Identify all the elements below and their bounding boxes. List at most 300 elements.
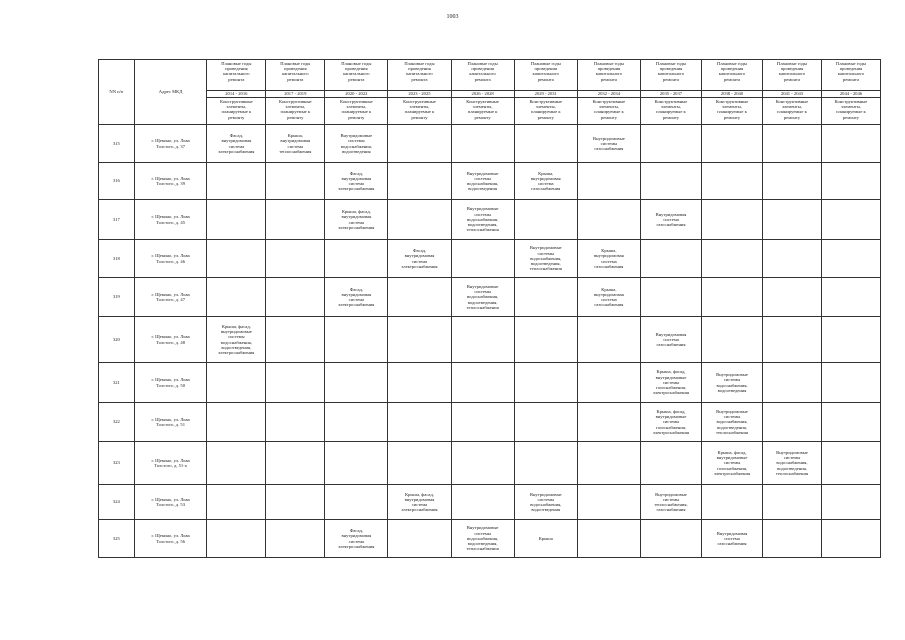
header-period-title-line: ремонта (411, 76, 428, 82)
work-cell-line: Крыша, фасад, (404, 491, 434, 497)
header-elements-line: планируемые к (777, 109, 807, 115)
work-cell-line: Внутридомовые (593, 135, 625, 141)
header-elements-line: ремонту (537, 114, 554, 120)
work-cell-line: электроснабжения (218, 148, 255, 154)
work-cell (207, 240, 266, 278)
work-cell (763, 163, 822, 200)
work-cell (577, 442, 640, 485)
header-elements-line: элементы, (285, 104, 306, 110)
work-cell-line: Внутридомовые (716, 408, 748, 414)
row-address-line: г. Щекино, ул. Льва (151, 291, 190, 297)
work-cell (207, 317, 266, 363)
work-cell-line: водоотведения, (777, 465, 807, 471)
header-elements (821, 98, 880, 125)
work-cell (451, 240, 514, 278)
work-cell (514, 403, 577, 442)
work-cell (388, 240, 451, 278)
work-cell-line: система (724, 535, 740, 541)
work-cell-line: Внутридомовые (466, 206, 499, 212)
header-period-title (325, 60, 388, 91)
work-cell-line: система (601, 297, 617, 302)
header-elements-line: ремонту (723, 114, 741, 120)
row-number: 323 (99, 442, 135, 485)
work-cell-line: система (348, 181, 365, 186)
work-cell (702, 200, 763, 240)
work-cell-line: Крыша, (287, 133, 303, 139)
work-cell-line: Внутридомовые (466, 525, 499, 531)
work-cell (702, 520, 763, 558)
header-years: 2038 - 2040 (702, 91, 763, 98)
work-cell (577, 363, 640, 403)
work-cell-line: системы (600, 140, 618, 146)
header-elements-line: элементы, (226, 104, 247, 110)
work-cell (640, 442, 701, 485)
header-period-title-line: проведения (720, 66, 744, 72)
work-cell-line: теплоснабжения (466, 227, 499, 233)
header-elements-line: планируемые к (221, 109, 252, 115)
header-period-title-line: ремонта (723, 76, 741, 82)
header-elements (325, 98, 388, 125)
header-period-title-line: капитального (223, 71, 250, 77)
work-cell (702, 125, 763, 163)
work-cell (514, 442, 577, 485)
work-cell (763, 240, 822, 278)
header-elements-line: ремонту (348, 114, 365, 120)
work-cell (325, 163, 388, 200)
header-period-title-line: ремонта (600, 76, 617, 82)
header-period-title-line: проведения (345, 66, 368, 72)
row-address (134, 485, 207, 520)
header-elements-line: элементы, (722, 104, 742, 110)
work-cell (388, 163, 451, 200)
work-cell-line: система (228, 143, 245, 149)
work-cell-line: теплоснабжения, (654, 502, 688, 507)
header-elements-line: ремонту (842, 114, 860, 120)
header-period-title-line: ремонта (474, 76, 491, 82)
work-cell-line: Крыша, фасад, (341, 209, 371, 215)
work-cell-line: внутридомовая (341, 291, 372, 297)
work-cell (763, 403, 822, 442)
work-cell-line: водоснабжения, (220, 339, 252, 345)
work-cell-line: внутридомовая (341, 175, 372, 181)
header-elements (577, 98, 640, 125)
row-number: 321 (99, 363, 135, 403)
work-cell (388, 278, 451, 317)
work-cell-line: электроснабжения (713, 470, 751, 476)
work-cell (207, 485, 266, 520)
header-elements-line: планируемые к (594, 109, 624, 115)
work-cell (640, 363, 701, 403)
work-cell (266, 200, 325, 240)
work-cell (388, 363, 451, 403)
work-cell (451, 317, 514, 363)
work-cell (207, 200, 266, 240)
row-number: 320 (99, 317, 135, 363)
row-address (134, 520, 207, 558)
header-elements (266, 98, 325, 125)
header-years: 2032 - 2034 (577, 91, 640, 98)
work-cell-line: Внутридомовые (340, 133, 373, 139)
work-cell-line: газоснабжения, (655, 385, 687, 391)
work-cell (821, 125, 880, 163)
work-cell (577, 200, 640, 240)
header-elements-line: планируемые к (717, 109, 747, 115)
work-cell-line: внутридомовые (655, 414, 687, 420)
header-period-title-line: Плановые годы (341, 61, 372, 66)
row-address-line: Толстого, д. 51 (156, 422, 186, 427)
row-number: 316 (99, 163, 135, 200)
row-address (134, 442, 207, 485)
row-address (134, 278, 207, 317)
work-cell (325, 317, 388, 363)
row-address (134, 125, 207, 163)
work-cell-line: внутридомовая (530, 175, 561, 181)
work-cell-line: Внутридомовые (529, 245, 562, 251)
header-period-title-line: Плановые годы (280, 61, 311, 66)
header-period-title-line: Плановые годы (221, 61, 252, 66)
table-row (99, 200, 881, 240)
table-row (99, 240, 881, 278)
work-cell (763, 520, 822, 558)
row-address-line: Толстого, д. 48 (156, 339, 186, 345)
work-cell (763, 485, 822, 520)
header-years: 2017 - 2019 (266, 91, 325, 98)
work-cell (821, 403, 880, 442)
repair-schedule-table (98, 59, 881, 558)
table-row (99, 125, 881, 163)
work-cell (207, 442, 266, 485)
work-cell (640, 125, 701, 163)
header-elements (207, 98, 266, 125)
header-elements-line: планируемые к (530, 109, 561, 115)
header-elements-line: планируемые к (656, 109, 686, 115)
work-cell-line: Крыша, (601, 286, 617, 292)
header-elements-line: Конструктивные (466, 99, 499, 104)
row-address-line: Толстого, д. 39 (156, 181, 186, 186)
work-cell (325, 520, 388, 558)
header-period-title-line: проведения (839, 66, 863, 72)
work-cell-line: Крыша, фасад, (656, 408, 686, 414)
work-cell-line: Крыша, фасад, (717, 449, 747, 455)
work-cell (266, 240, 325, 278)
work-cell-line: газоснабжения, (716, 465, 748, 471)
work-cell-line: система (348, 219, 365, 225)
work-cell (514, 278, 577, 317)
header-elements-line: Конструктивные (654, 99, 688, 104)
header-years: 2029 - 2031 (514, 91, 577, 98)
work-cell-line: Крыша, (538, 170, 554, 176)
header-period-title-line: Плановые годы (655, 61, 687, 66)
work-cell (266, 163, 325, 200)
row-address-line: Толстого, д. 46 (156, 258, 186, 264)
table-row (99, 403, 881, 442)
header-elements-line: планируемые к (404, 109, 435, 115)
work-cell (325, 278, 388, 317)
work-cell (514, 163, 577, 200)
header-period-title-line: капитального (469, 71, 496, 77)
work-cell-line: системы (228, 334, 245, 340)
header-elements-line: планируемые к (836, 109, 866, 115)
work-cell (266, 520, 325, 558)
header-period-title-line: проведения (471, 66, 494, 72)
work-cell-line: внутридомовая (280, 138, 311, 144)
work-cell (702, 485, 763, 520)
work-cell (325, 240, 388, 278)
work-cell-line: водоснабжения, (530, 502, 562, 507)
work-cell (640, 520, 701, 558)
work-cell (514, 317, 577, 363)
work-cell (451, 163, 514, 200)
header-period-title-line: ремонта (842, 76, 860, 82)
work-cell (325, 125, 388, 163)
row-number: 315 (99, 125, 135, 163)
header-period-title-line: капитального (837, 71, 865, 77)
work-cell-line: Внутридомовые (529, 491, 562, 497)
table-body (99, 60, 881, 558)
row-address (134, 240, 207, 278)
work-cell-line: внутридомовые (220, 329, 252, 335)
header-period-title-line: Плановые годы (404, 61, 435, 66)
work-cell-line: электроснабжения (338, 186, 375, 192)
row-number: 322 (99, 403, 135, 442)
work-cell (821, 363, 880, 403)
header-period-title-line: Плановые годы (593, 61, 624, 66)
work-cell (640, 163, 701, 200)
header-elements-line: элементы, (472, 104, 493, 110)
header-period-title-line: проведения (408, 66, 431, 72)
work-cell-line: Фасад, (349, 286, 363, 292)
header-elements (640, 98, 701, 125)
header-elements-line: планируемые к (280, 109, 311, 115)
header-elements-line: Конструктивные (529, 99, 563, 104)
work-cell-line: электроснабжения (652, 390, 690, 396)
work-cell (577, 163, 640, 200)
row-address-line: Толстого, д. 37 (156, 143, 186, 149)
work-cell-line: система (411, 502, 428, 507)
work-cell (514, 240, 577, 278)
work-cell-line: водоотведения, (467, 541, 498, 547)
header-period-title-line: Плановые годы (467, 61, 498, 66)
header-period-title-line: ремонта (537, 76, 554, 82)
work-cell-line: системы (723, 377, 741, 383)
work-cell (325, 200, 388, 240)
row-number: 325 (99, 520, 135, 558)
header-period-title-line: ремонта (348, 76, 365, 82)
row-address-line: Толстого, д. 56 (156, 538, 186, 544)
work-cell (577, 485, 640, 520)
header-years: 2044 - 2046 (821, 91, 880, 98)
header-years: 2041 - 2043 (763, 91, 822, 98)
work-cell-line: система (348, 297, 365, 302)
work-cell-line: системы (474, 530, 491, 536)
row-number: 319 (99, 278, 135, 317)
work-cell (325, 403, 388, 442)
work-cell-line: газоснабжения, (655, 424, 687, 430)
work-cell (207, 125, 266, 163)
work-cell-line: Внутридомовые (466, 283, 499, 289)
work-cell-line: Внутридомовые (716, 372, 748, 378)
work-cell-line: система (663, 216, 679, 222)
work-cell-line: Крыша, фасад, (221, 323, 251, 329)
work-cell (514, 485, 577, 520)
work-cell (325, 485, 388, 520)
work-cell (451, 363, 514, 403)
work-cell (388, 520, 451, 558)
work-cell (821, 163, 880, 200)
work-cell-line: теплоснабжения (466, 546, 499, 552)
work-cell-line: теплоснабжения (775, 470, 809, 476)
work-cell-line: внутридомовые (716, 455, 748, 461)
work-cell-line: водоотведения (717, 387, 747, 393)
header-elements-line: Конструктивные (592, 99, 626, 104)
work-cell-line: водоснабжения, (716, 382, 748, 388)
work-cell-line: водоотведения, (221, 344, 252, 350)
work-cell (514, 200, 577, 240)
header-elements-line: Конструктивные (220, 99, 253, 104)
row-address-line: Толстого, д. 53 (156, 502, 186, 507)
header-elements-line: ремонту (600, 114, 618, 120)
work-cell (388, 200, 451, 240)
work-cell-line: водоснабжения, (467, 216, 499, 222)
work-cell-line: газоснабжения (656, 222, 686, 228)
header-period-title-line: капитального (343, 71, 370, 77)
work-cell-line: водоотведения (341, 148, 371, 154)
header-elements-line: Конструктивные (775, 99, 809, 104)
work-cell-line: системы (348, 138, 365, 144)
work-cell-line: газоснабжения (594, 302, 624, 308)
row-address-line: г. Щекино, ул. Льва (151, 377, 190, 383)
work-cell (821, 240, 880, 278)
work-cell-line: теплоснабжения (715, 429, 749, 435)
table-row (99, 442, 881, 485)
header-period-title-line: проведения (284, 66, 307, 72)
work-cell (763, 363, 822, 403)
work-cell-line: внутридомовая (404, 253, 435, 259)
work-cell (451, 520, 514, 558)
work-cell (266, 125, 325, 163)
work-cell-line: системы (662, 379, 680, 385)
header-period-title-line: ремонта (287, 76, 304, 82)
work-cell-line: Внутридомовая (655, 331, 687, 337)
work-cell (388, 317, 451, 363)
row-address (134, 317, 207, 363)
work-cell-line: водоотведения, (530, 261, 561, 267)
work-cell-line: Внутридомовая (655, 211, 687, 217)
work-cell (702, 278, 763, 317)
header-period-title (763, 60, 822, 91)
work-cell (577, 403, 640, 442)
header-years: 2014 - 2016 (207, 91, 266, 98)
work-cell (266, 403, 325, 442)
header-elements-line: планируемые к (467, 109, 498, 115)
header-elements-line: ремонту (228, 114, 245, 120)
table-row (99, 520, 881, 558)
work-cell-line: газоснабжения (531, 186, 561, 192)
work-cell (763, 125, 822, 163)
row-address-line: Толстого, д. 51-а (154, 463, 187, 468)
header-period-title-line: капитального (532, 71, 559, 77)
work-cell (702, 240, 763, 278)
header-elements-line: Конструктивные (340, 99, 373, 104)
work-cell (266, 442, 325, 485)
work-cell (388, 485, 451, 520)
work-cell-line: теплоснабжения (529, 266, 562, 272)
row-number: 324 (99, 485, 135, 520)
work-cell (640, 278, 701, 317)
work-cell (266, 485, 325, 520)
work-cell-line: электроснабжения (338, 543, 375, 549)
work-cell (821, 485, 880, 520)
header-elements-line: элементы, (782, 104, 802, 110)
work-cell (702, 442, 763, 485)
work-cell (577, 317, 640, 363)
header-row-elements (99, 98, 881, 125)
header-period-title (207, 60, 266, 91)
header-period-title-line: ремонта (662, 76, 680, 82)
work-cell-line: электроснабжения (218, 349, 255, 355)
work-cell (821, 520, 880, 558)
work-cell (207, 278, 266, 317)
header-elements-line: ремонту (287, 114, 304, 120)
work-cell-line: Фасад, (349, 528, 363, 534)
work-cell-line: системы (662, 419, 680, 425)
row-address-line: г. Щекино, ул. Льва (151, 533, 190, 539)
header-period-title-line: проведения (780, 66, 804, 72)
header-period-title-line: Плановые годы (776, 61, 808, 66)
row-address-line: г. Щекино, ул. Льва (151, 214, 190, 220)
header-elements-line: ремонту (411, 114, 428, 120)
work-cell (821, 278, 880, 317)
work-cell-line: водоотведения, (467, 222, 498, 228)
work-cell-line: газоснабжения (656, 507, 686, 513)
work-cell-line: внутридомовая (341, 533, 372, 539)
header-period-title-line: капитального (595, 71, 623, 77)
work-cell (640, 240, 701, 278)
header-elements-line: планируемые к (341, 109, 372, 115)
work-cell-line: газоснабжения (594, 146, 624, 152)
work-cell-line: система (411, 258, 428, 264)
work-cell (821, 442, 880, 485)
row-address-line: Толстого, д. 45 (156, 219, 186, 225)
header-elements-line: ремонту (783, 114, 801, 120)
work-cell-line: водоотведения, (467, 299, 498, 305)
page-number: 1003 (446, 14, 459, 20)
work-cell-line: водоснабжения, (467, 535, 499, 541)
work-cell (640, 200, 701, 240)
work-cell (388, 442, 451, 485)
work-cell (763, 278, 822, 317)
work-cell-line: Внутридомовые (776, 449, 808, 455)
work-cell-line: внутридомовая (221, 138, 252, 144)
work-cell (577, 125, 640, 163)
work-cell-line: Крыша, (601, 248, 617, 254)
work-cell-line: Внутридомовые (466, 170, 499, 176)
work-cell-line: внутридомовая (404, 496, 435, 502)
work-cell (702, 317, 763, 363)
work-cell-line: Крыша (538, 535, 553, 541)
work-cell-line: газоснабжения (656, 342, 686, 348)
header-elements (702, 98, 763, 125)
work-cell-line: Внутридомовая (716, 530, 748, 536)
header-elements-line: Конструктивные (403, 99, 436, 104)
header-elements-line: элементы, (841, 104, 861, 110)
work-cell (640, 485, 701, 520)
row-address-line: г. Щекино, ул. Льва (151, 457, 190, 463)
work-cell (640, 403, 701, 442)
header-elements-line: элементы, (661, 104, 681, 110)
row-address (134, 363, 207, 403)
row-address-line: г. Щекино, ул. Льва (151, 334, 190, 340)
